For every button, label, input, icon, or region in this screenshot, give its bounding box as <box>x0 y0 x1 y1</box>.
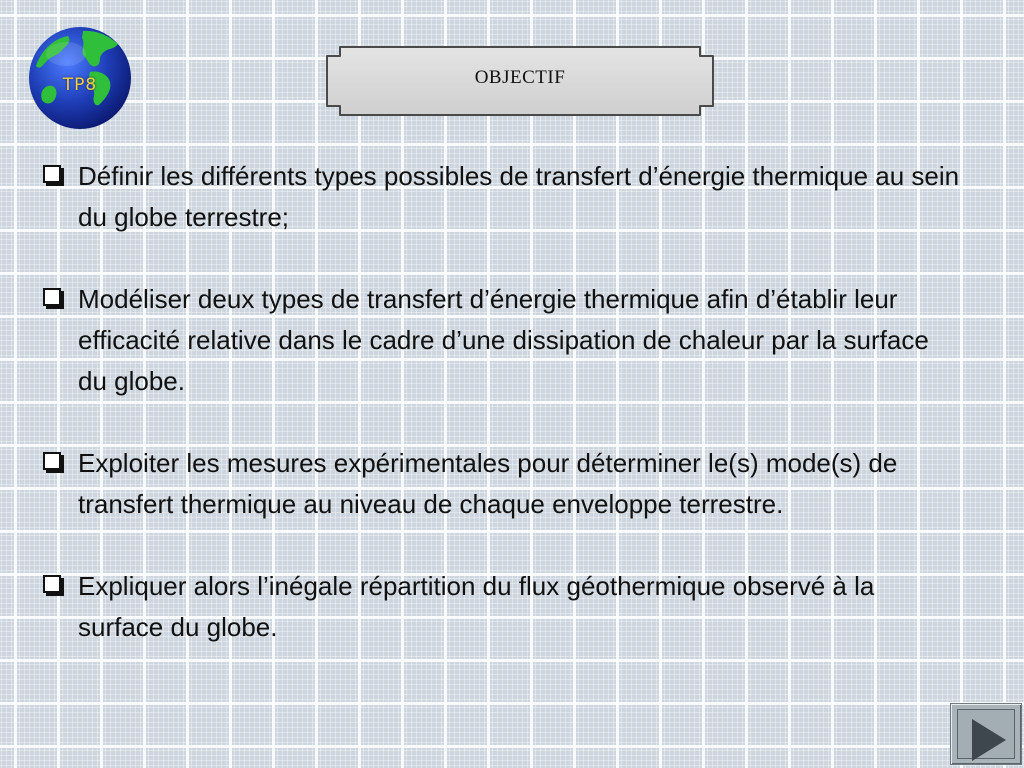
next-slide-button[interactable] <box>950 703 1022 765</box>
checkbox-bullet-icon <box>43 575 61 593</box>
play-icon <box>972 719 1006 761</box>
page-title: OBJECTIF <box>474 67 566 88</box>
tp-label: TP8 <box>62 75 98 95</box>
checkbox-bullet-icon <box>43 288 61 306</box>
checkbox-bullet-icon <box>43 165 61 183</box>
title-banner <box>324 44 716 118</box>
globe-logo <box>28 26 132 130</box>
next-button-inner <box>957 709 1015 759</box>
objective-text: Expliquer alors l’inégale répartition du flux géothermique observé à la surface du globe. <box>78 571 875 642</box>
objective-text: Définir les différents types possibles de transfert d’énergie thermique au sein du globe terrestre; <box>78 161 960 232</box>
list-item <box>40 566 960 648</box>
list-item <box>40 443 960 525</box>
list-item <box>40 279 960 402</box>
objectives-list <box>40 156 960 689</box>
list-item <box>40 156 960 238</box>
checkbox-bullet-icon <box>43 452 61 470</box>
objective-text: Exploiter les mesures expérimentales pour déterminer le(s) mode(s) de transfert thermique au niveau de chaque enveloppe terrestre. <box>78 448 898 519</box>
objective-text: Modéliser deux types de transfert d’énergie thermique afin d’établir leur efficacité relative dans le cadre d’une dissipation de chaleur par la surface du globe. <box>78 284 929 396</box>
